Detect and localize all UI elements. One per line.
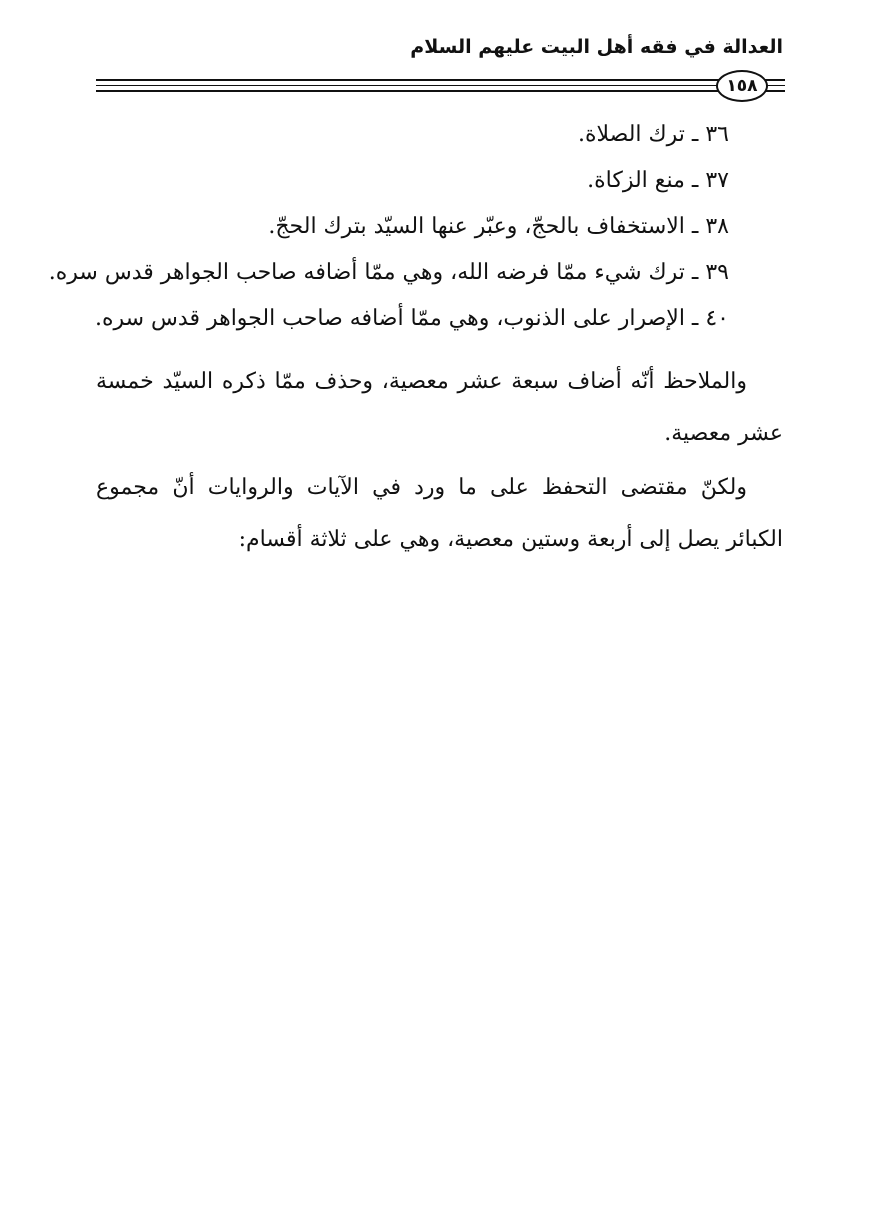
running-title: العدالة في فقه أهل البيت عليهم السلام <box>410 36 783 58</box>
header-rule-top <box>96 79 785 81</box>
list-item: ٣٩ ـ ترك شيء ممّا فرضه الله، وهي ممّا أضافه صاحب الجواهر قدس سره. <box>48 260 729 285</box>
list-item: ٤٠ ـ الإصرار على الذنوب، وهي ممّا أضافه صاحب الجواهر قدس سره. <box>94 306 729 331</box>
header-rule-bottom <box>96 90 785 92</box>
paragraph-observation: والملاحظ أنّه أضاف سبعة عشر معصية، وحذف ممّا ذكره السيّد خمسة عشر معصية. <box>96 369 783 446</box>
paragraph-conclusion: ولكنّ مقتضى التحفظ على ما ورد في الآيات والروايات أنّ مجموع الكبائر يصل إلى أربعة وستين معصية، وهي على ثلاثة أقسام: <box>96 475 783 552</box>
list-item: ٣٧ ـ منع الزكاة. <box>587 168 729 193</box>
header-rule-middle <box>96 85 785 86</box>
kabair-list <box>48 112 729 342</box>
page-number: ١٥٨ <box>716 70 768 102</box>
list-item: ٣٦ ـ ترك الصلاة. <box>578 122 729 147</box>
list-item: ٣٨ ـ الاستخفاف بالحجّ، وعبّر عنها السيّد بترك الحجّ. <box>268 214 729 239</box>
